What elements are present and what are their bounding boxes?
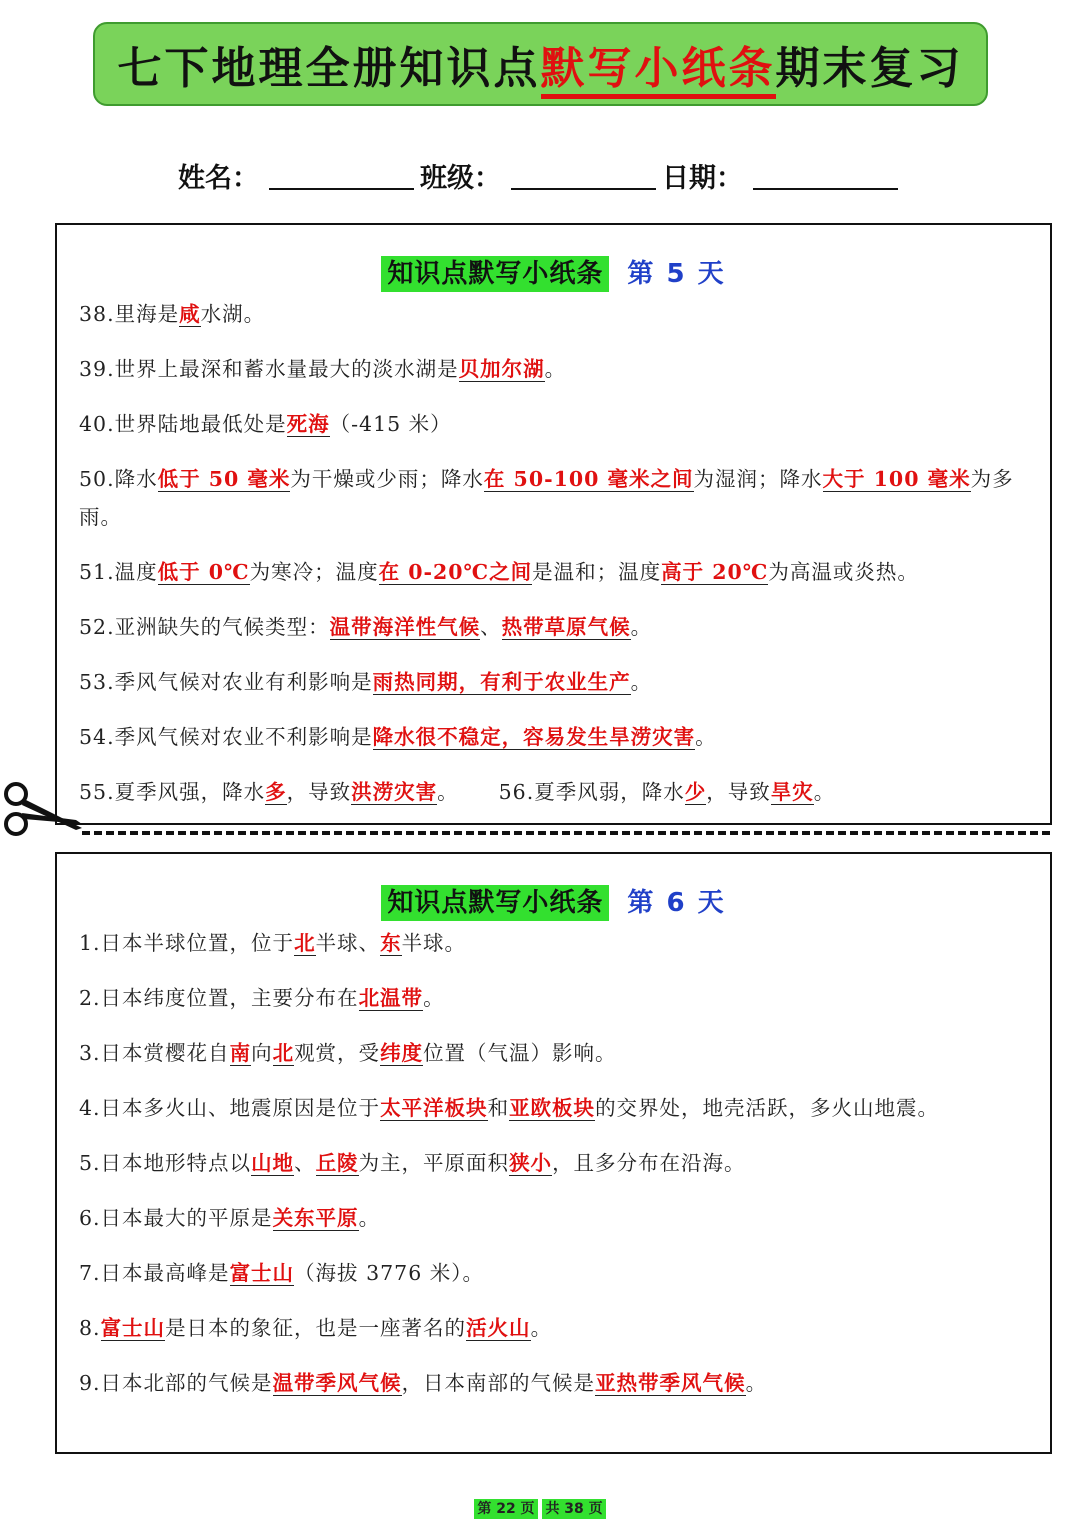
- prompt-text: 位置（气温）影响。: [423, 1041, 617, 1065]
- prompt-text: 为高温或炎热。: [768, 560, 919, 584]
- prompt-text: 半球、: [315, 931, 381, 955]
- note-item: [79, 460, 1020, 536]
- answer-text: 北: [294, 931, 316, 955]
- prompt-text: 4.日本多火山、地震原因是位于: [79, 1096, 381, 1120]
- name-label: 姓名：: [178, 162, 259, 194]
- prompt-text: ，导致: [286, 780, 352, 804]
- prompt-text: 。: [423, 986, 445, 1010]
- prompt-text: 为主，平原面积: [358, 1151, 510, 1175]
- page-total: 共 38 页: [542, 1499, 605, 1519]
- card-tag: 知识点默写小纸条: [381, 885, 609, 921]
- note-item: [79, 979, 1020, 1017]
- title-banner: [93, 22, 988, 106]
- answer-text: 丘陵: [315, 1151, 359, 1175]
- answer-text: 大于 100 毫米: [822, 467, 971, 491]
- note-item: [79, 773, 1020, 811]
- note-item: [79, 350, 1020, 388]
- prompt-text: 39.世界上最深和蓄水量最大的淡水湖是: [79, 357, 459, 381]
- prompt-text: 半球。: [401, 931, 467, 955]
- prompt-text: 38.里海是: [79, 302, 180, 326]
- note-item: [79, 1034, 1020, 1072]
- answer-text: 北温带: [358, 986, 424, 1010]
- note-item: [79, 553, 1020, 591]
- answer-text: 在 0-20℃之间: [378, 560, 533, 584]
- note-item: [79, 1144, 1020, 1182]
- answer-text: 东: [380, 931, 402, 955]
- prompt-text: 。: [437, 780, 459, 804]
- answer-text: 富士山: [229, 1261, 295, 1285]
- answer-text: 山地: [251, 1151, 295, 1175]
- item-list: [79, 295, 1020, 828]
- note-item: [79, 924, 1020, 962]
- date-field[interactable]: [753, 160, 898, 190]
- note-card-day-5: [55, 223, 1052, 825]
- answer-text: 狭小: [509, 1151, 553, 1175]
- title-highlight: 默写小纸条: [541, 43, 776, 99]
- answer-text: 在 50-100 毫米之间: [483, 467, 694, 491]
- answer-text: 旱灾: [770, 780, 814, 804]
- note-item: [79, 1254, 1020, 1292]
- title-part-2: 期末复习: [775, 43, 964, 94]
- prompt-text: 向: [251, 1041, 273, 1065]
- prompt-text: （海拔 3776 米）。: [294, 1261, 485, 1285]
- answer-text: 太平洋板块: [380, 1096, 488, 1120]
- prompt-text: 。: [630, 670, 653, 694]
- note-item: [79, 1309, 1020, 1347]
- answer-text: 关东平原: [272, 1206, 359, 1230]
- prompt-text: 的交界处，地壳活跃，多火山地震。: [595, 1096, 940, 1120]
- answer-text: 低于 50 毫米: [157, 467, 291, 491]
- prompt-text: 54.季风气候对农业不利影响是: [79, 725, 373, 749]
- prompt-text: ，导致: [706, 780, 771, 804]
- note-item: [79, 295, 1020, 333]
- answer-text: 降水很不稳定，容易发生旱涝灾害: [372, 725, 696, 749]
- prompt-text: 1.日本半球位置，位于: [79, 931, 295, 955]
- answer-text: 亚热带季风气候: [595, 1371, 746, 1395]
- note-card-day-6: [55, 852, 1052, 1454]
- prompt-text: 、: [480, 615, 502, 639]
- prompt-text: 。: [630, 615, 653, 639]
- name-field[interactable]: [269, 160, 414, 190]
- card-header: [57, 882, 1050, 919]
- prompt-text: 观赏，受: [294, 1041, 381, 1065]
- note-item: [79, 405, 1020, 443]
- prompt-text: 5.日本地形特点以: [79, 1151, 252, 1175]
- answer-text: 少: [684, 780, 707, 804]
- prompt-text: 51.温度: [79, 560, 158, 584]
- item-list: [79, 924, 1020, 1419]
- prompt-text: 55.夏季风强，降水: [79, 780, 266, 804]
- prompt-text: 是日本的象征，也是一座著名的: [165, 1316, 467, 1340]
- card-tag: 知识点默写小纸条: [381, 256, 609, 292]
- prompt-text: （-415 米）: [329, 412, 452, 436]
- title-part-1: 七下地理全册知识点: [117, 43, 541, 94]
- note-item: [79, 1089, 1020, 1127]
- prompt-text: 7.日本最高峰是: [79, 1261, 230, 1285]
- answer-text: 温带海洋性气候: [329, 615, 481, 639]
- answer-text: 温带季风气候: [272, 1371, 402, 1395]
- prompt-text: 为寒冷；温度: [249, 560, 379, 584]
- card-day: 第 6 天: [627, 888, 726, 918]
- cut-line: [82, 831, 1050, 835]
- date-label: 日期：: [662, 162, 743, 194]
- prompt-text: 为干燥或少雨；降水: [290, 467, 484, 491]
- answer-text: 纬度: [380, 1041, 424, 1065]
- prompt-text: 56.夏季风弱，降水: [498, 780, 685, 804]
- prompt-text: 为多雨。: [79, 467, 1014, 529]
- note-item: [79, 663, 1020, 701]
- prompt-text: 40.世界陆地最低处是: [79, 412, 287, 436]
- prompt-text: 9.日本北部的气候是: [79, 1371, 273, 1395]
- answer-text: 贝加尔湖: [458, 357, 545, 381]
- answer-text: 南: [229, 1041, 252, 1065]
- answer-text: 北: [272, 1041, 295, 1065]
- prompt-text: 8.: [79, 1316, 101, 1340]
- prompt-text: ，且多分布在沿海。: [552, 1151, 746, 1175]
- prompt-text: 52.亚洲缺失的气候类型：: [79, 615, 330, 639]
- class-field[interactable]: [511, 160, 656, 190]
- prompt-text: 。: [530, 1316, 553, 1340]
- answer-text: 高于 20℃: [661, 560, 769, 584]
- prompt-text: 、: [294, 1151, 316, 1175]
- prompt-text: 。: [695, 725, 717, 749]
- answer-text: 多: [265, 780, 287, 804]
- answer-text: 富士山: [100, 1316, 166, 1340]
- prompt-text: 50.降水: [79, 467, 158, 491]
- prompt-text: 。: [544, 357, 567, 381]
- answer-text: 雨热同期，有利于农业生产: [372, 670, 631, 694]
- prompt-text: 是温和；温度: [532, 560, 662, 584]
- prompt-text: ，日本南部的气候是: [401, 1371, 596, 1395]
- card-header: [57, 253, 1050, 290]
- note-item: [79, 1364, 1020, 1402]
- answer-text: 洪涝灾害: [351, 780, 438, 804]
- page-number: 第 22 页: [474, 1499, 537, 1519]
- answer-text: 亚欧板块: [509, 1096, 596, 1120]
- prompt-text: 3.日本赏樱花自: [79, 1041, 230, 1065]
- scissors-icon: [2, 778, 84, 840]
- answer-text: 热带草原气候: [501, 615, 631, 639]
- prompt-text: 。: [745, 1371, 768, 1395]
- page-title: [118, 32, 964, 96]
- student-info-fields: [178, 150, 938, 200]
- answer-text: 活火山: [466, 1316, 531, 1340]
- note-item: [79, 1199, 1020, 1237]
- card-day: 第 5 天: [627, 259, 726, 289]
- answer-text: 死海: [286, 412, 330, 436]
- prompt-text: 2.日本纬度位置，主要分布在: [79, 986, 359, 1010]
- prompt-text: 53.季风气候对农业有利影响是: [79, 670, 373, 694]
- prompt-text: 。: [358, 1206, 381, 1230]
- note-item: [79, 608, 1020, 646]
- answer-text: 咸: [179, 302, 201, 326]
- note-item: [79, 718, 1020, 756]
- prompt-text: 6.日本最大的平原是: [79, 1206, 273, 1230]
- class-label: 班级：: [420, 162, 501, 194]
- page-footer: [0, 1498, 1080, 1518]
- prompt-text: 水湖。: [200, 302, 266, 326]
- prompt-text: 为湿润；降水: [693, 467, 823, 491]
- answer-text: 低于 0℃: [157, 560, 250, 584]
- prompt-text: 和: [487, 1096, 510, 1120]
- prompt-text: 。: [813, 780, 836, 804]
